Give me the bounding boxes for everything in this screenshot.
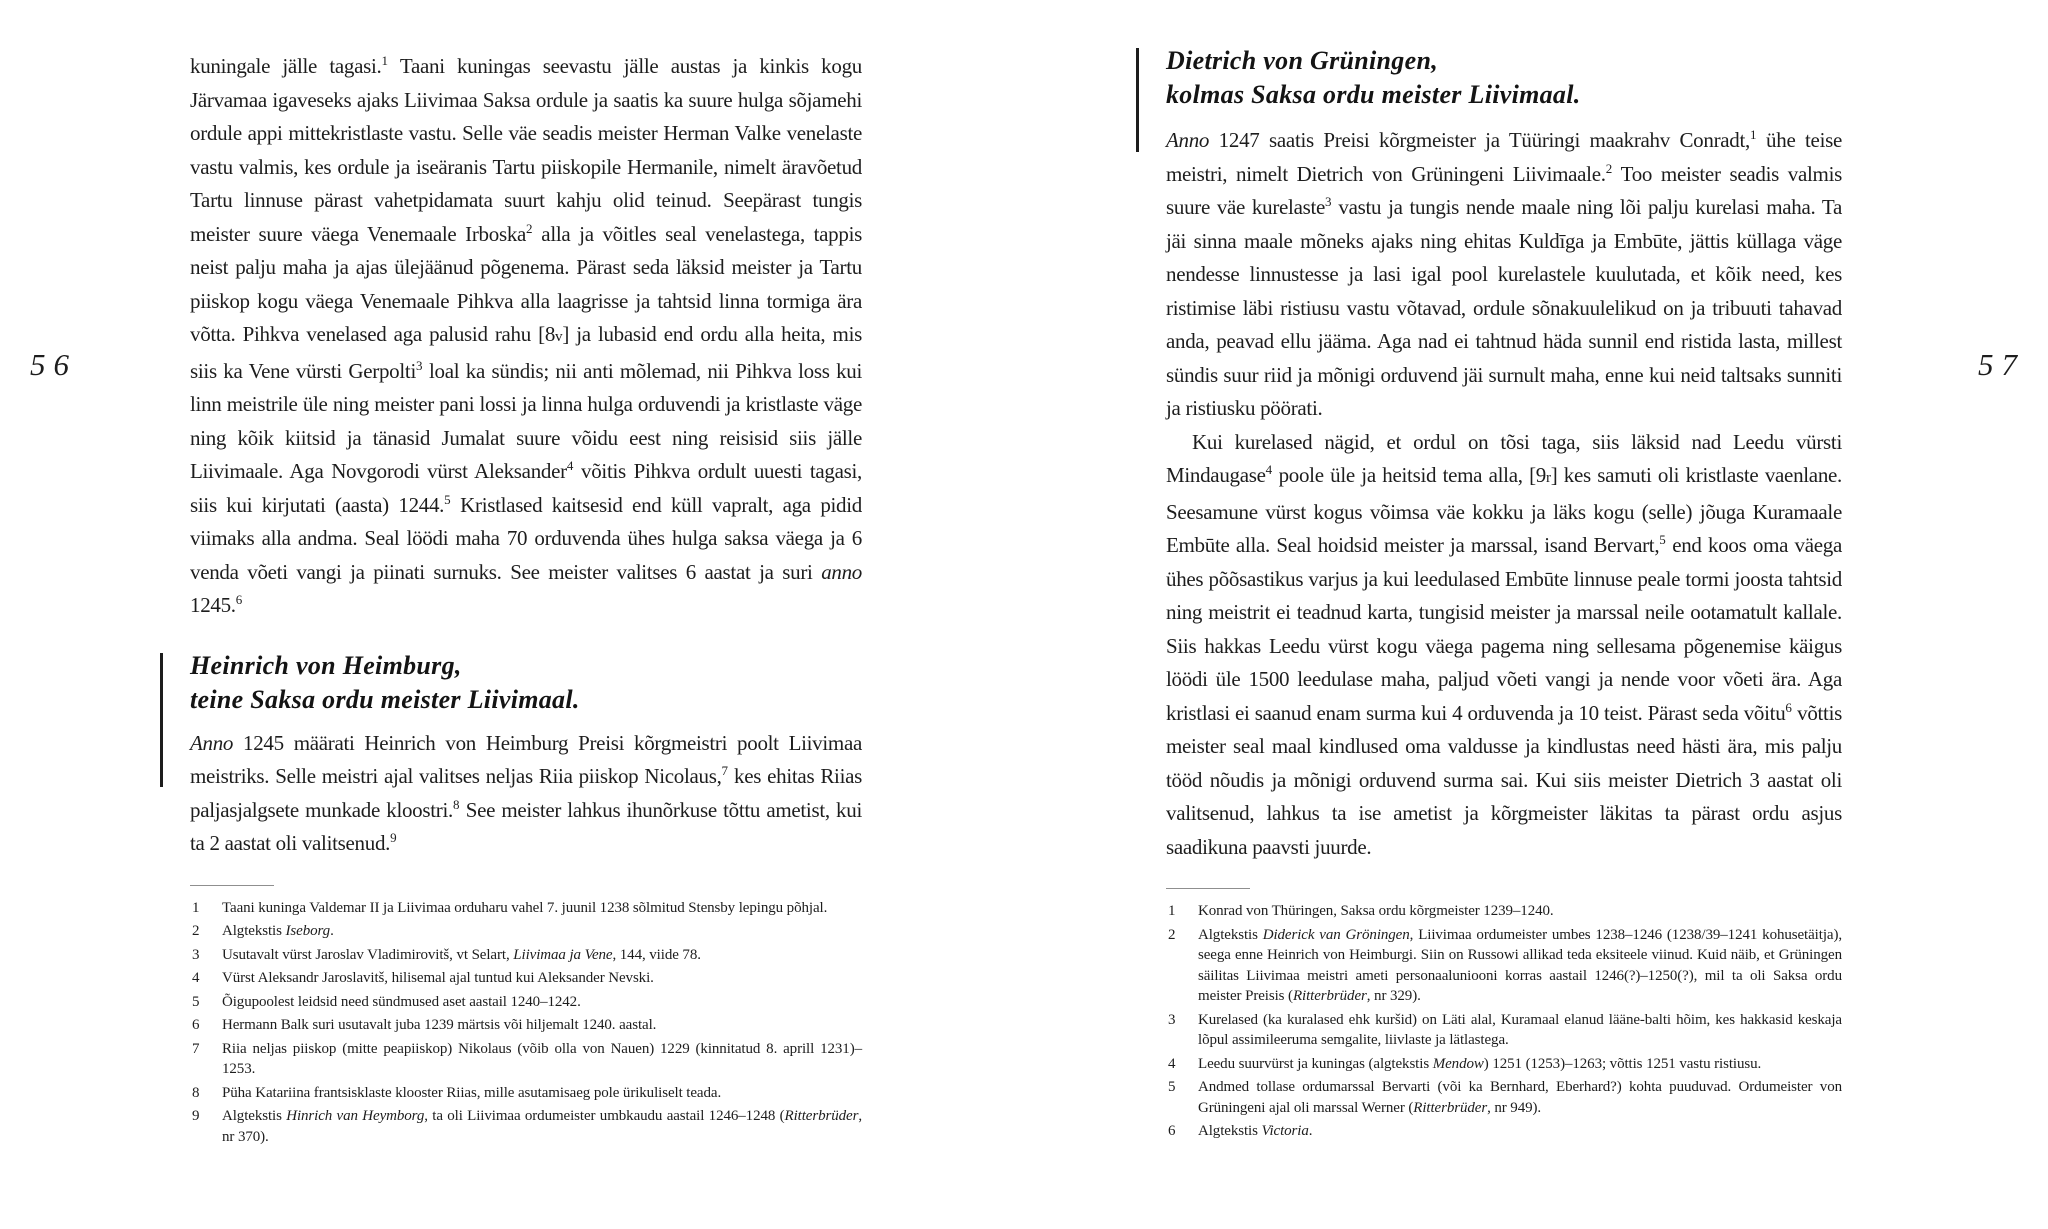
footnote-marker: 2 xyxy=(526,220,533,236)
italic-text: Hinrich van Heymborg xyxy=(286,1108,425,1124)
footnote-text: Algtekstis Diderick van Gröningen, Liivimaa ordumeister umbes 1238–1246 (1238/39–1241 kohusetäitja), seega enne Heinrich von Heimburgi. Siin on Russowi allikad teda eksiteele viinud. Kuid näib, et Grüningen säilitas Liivimaa meistri ameti personaaluniooni korras aastail 1246(?)–1250(?), mil ta oli Saksa ordu meister Preisis (Ritterbrüder, nr 329). xyxy=(1198,926,1842,1004)
footnote-text: Õigupoolest leidsid need sündmused aset aastail 1240–1242. xyxy=(222,993,581,1010)
footnote-text: Riia neljas piiskop (mitte peapiiskop) Nikolaus (võib olla von Nauen) 1229 (kinnitatud 8. aprill 1231)–1253. xyxy=(222,1040,862,1077)
italic-text: anno xyxy=(821,559,862,584)
folio-reference: r xyxy=(1545,470,1551,486)
italic-text: Diderick van Gröningen xyxy=(1262,926,1410,943)
footnote-text: Hermann Balk suri usutavalt juba 1239 märtsis või hiljemalt 1240. aastal. xyxy=(222,1017,657,1033)
footnote-text: Leedu suurvürst ja kuningas (algtekstis Mendow) 1251 (1253)–1263; võttis 1251 vastu ristiusu. xyxy=(1198,1055,1762,1072)
footnote-marker: 6 xyxy=(1785,699,1792,715)
footnote-item xyxy=(1166,925,1842,1007)
footnote-marker: 5 xyxy=(444,491,451,507)
footnote-separator xyxy=(190,885,274,886)
chapter-heading xyxy=(1166,44,1842,112)
page-number-right: 57 xyxy=(1978,347,2025,382)
footnotes-section xyxy=(1166,901,1842,1142)
right-page-column xyxy=(1166,44,1842,1145)
chapter-heading-line: teine Saksa ordu meister Liivimaal. xyxy=(190,684,580,714)
footnote-separator xyxy=(1166,888,1250,889)
italic-text: Iseborg xyxy=(285,923,331,939)
footnote-text: Taani kuninga Valdemar II ja Liivimaa orduharu vahel 7. juunil 1238 sõlmitud Stensby lepingu põhjal. xyxy=(222,899,828,916)
footnote-number: 3 xyxy=(192,946,200,963)
italic-text: Ritterbrüder xyxy=(1413,1099,1488,1116)
footnote-marker: 3 xyxy=(1325,194,1332,209)
footnote-number: 5 xyxy=(192,993,200,1010)
italic-text: Ritterbrüder xyxy=(1292,988,1367,1004)
footnote-item xyxy=(1166,1010,1842,1051)
footnote-number: 4 xyxy=(192,970,200,986)
footnote-marker: 1 xyxy=(1749,127,1757,142)
italic-text: Ritterbrüder xyxy=(784,1108,859,1124)
footnote-item xyxy=(190,945,862,966)
folio-reference: v xyxy=(555,329,563,345)
footnote-number: 7 xyxy=(192,1040,200,1057)
footnote-marker: 8 xyxy=(452,796,460,812)
footnote-number: 8 xyxy=(192,1084,200,1101)
footnote-item xyxy=(1166,1054,1842,1075)
footnote-number: 6 xyxy=(192,1017,200,1033)
footnote-marker: 4 xyxy=(1265,462,1273,477)
italic-text: Anno xyxy=(190,730,234,755)
italic-text: Mendow xyxy=(1432,1055,1484,1072)
footnote-marker: 2 xyxy=(1605,160,1613,176)
footnote-marker: 4 xyxy=(566,458,574,473)
italic-text: Anno xyxy=(1166,128,1210,152)
footnote-item xyxy=(190,1015,862,1036)
footnote-number: 4 xyxy=(1168,1055,1176,1072)
footnote-text: Püha Katariina frantsisklaste klooster Riias, mille asutamisaeg pole ürikuliselt teada. xyxy=(222,1084,722,1101)
footnote-item xyxy=(190,1083,862,1104)
footnote-text: Algtekstis Iseborg. xyxy=(222,923,334,939)
footnote-marker: 9 xyxy=(390,830,397,845)
body-paragraph: Anno 1247 saatis Preisi kõrgmeister ja Tüüringi maakrahv Conradt,$^1$ ühe teise meistri, nimelt Dietrich von Grüningeni Liivimaale.$^2$ Too meister seadis valmis suure väe kurelaste$^3$ vastu ja tungis nende maale ning lõi palju kurelasi maha. Ta jäi sinna maale mõneks ajaks ning ehitas Kuldīga ja Embūte, jättis küllaga väge nendesse linnustesse ja lasi igal pool kurelastele kuulutada, et kõik need, kes ristimise läbi ristiusu vastu võtavad, ordule sõnakuulelikud on ja tribuuti tahavad anda, peavad ellu jääma. Aga nad ei tahtnud häda sunnil end ristida lasta, millest sündis suur riid ja mõnigi orduvend jäi surnult maha, enne kui neid taltsaks sunniti ja ristiusku pöörati. xyxy=(1166,127,1843,420)
footnote-marker: 1 xyxy=(381,53,388,68)
heading-rule xyxy=(1136,48,1139,152)
footnote-item xyxy=(1166,1121,1842,1142)
page-number-left: 56 xyxy=(30,347,77,382)
footnote-number: 5 xyxy=(1168,1079,1176,1095)
footnote-item xyxy=(1166,1077,1842,1118)
italic-text: Liivimaa ja Vene xyxy=(513,946,613,963)
footnote-text: Usutavalt vürst Jaroslav Vladimirovitš, vt Selart, Liivimaa ja Vene, 144, viide 78. xyxy=(222,946,701,963)
footnote-number: 2 xyxy=(1168,926,1176,943)
footnote-number: 6 xyxy=(1168,1123,1176,1139)
footnote-text: Konrad von Thüringen, Saksa ordu kõrgmeister 1239–1240. xyxy=(1198,903,1554,919)
body-paragraph: kuningale jälle tagasi.$^1$ Taani kuningas seevastu jälle austas ja kinkis kogu Järvamaa igaveseks ajaks Liivimaa Saksa ordule ja saatis ka suure hulga sõjamehi ordule appi mittekristlaste vastu. Selle väe seadis meister Herman Valke venelaste vastu valmis, kes ordule ja iseäranis Tartu piiskopile Hermanile, nimelt äravõetud Tartu linnuse pärast vahetpidamata suurt kahju olid teinud. Seepärast tungis meister suure väega Venemaale Irboska$^2$ alla ja võitles seal venelastega, tappis neist palju maha ja ajas ülejäänud põgenema. Pärast seda läksid meister ja Tartu piiskop kogu väega Venemaale Pihkva alla laagrisse ja tahtsid linna tormiga ära võtta. Pihkva venelased aga palusid rahu [8v] ja lubasid end ordu alla heita, mis siis ka Vene vürsti Gerpolti$^3$ loal ka sündis; nii anti mõlemad, nii Pihkva loss kui linn meistrile üle ning meister pani lossi ja linna hulga orduvendi ja kristlaste väge ning kõik kiitsid ja tänasid Jumalat suure võidu eest ning reisisid siis jälle Liivimaale. Aga Novgorodi vürst Aleksander$^4$ võitis Pihkva ordult uuesti tagasi, siis kui kirjutati (aasta) 1244.$^5$ Kristlased kaitsesid end küll vapralt, aga pidid viimaks alla andma. Seal löödi maha 70 orduvenda ühes hulga saksa väega ja 6 venda võeti vangi ja piinati surnuks. See meister valitses 6 aastat ja suri anno 1245.$^6$ xyxy=(190,53,862,617)
footnote-number: 9 xyxy=(192,1108,200,1124)
footnote-text: Andmed tollase ordumarssal Bervarti (või ka Bernhard, Eberhard?) kohta puuduvad. Ordumeister von Grüningeni ajal oli marssal Werner (Ritterbrüder, nr 949). xyxy=(1198,1079,1842,1116)
footnote-text: Kurelased (ka kuralased ehk kuršid) on Läti alal, Kuramaal elanud lääne-balti hõim, kes hakkasid keskaja lõpul assimileeruma semgalite, liivlaste ja lätlastega. xyxy=(1198,1011,1842,1048)
footnote-number: 2 xyxy=(192,923,200,939)
italic-text: Victoria xyxy=(1261,1123,1309,1139)
footnote-marker: 7 xyxy=(721,763,729,778)
footnote-item xyxy=(190,992,862,1013)
footnote-text: Algtekstis Victoria. xyxy=(1198,1123,1313,1139)
footnote-text: Vürst Aleksandr Jaroslavitš, hilisemal ajal tuntud kui Aleksander Nevski. xyxy=(222,970,654,986)
footnote-number: 1 xyxy=(192,899,200,916)
footnote-item xyxy=(190,921,862,942)
footnotes-section xyxy=(190,898,862,1148)
footnote-number: 1 xyxy=(1168,903,1176,919)
footnote-marker: 6 xyxy=(235,592,243,607)
left-page-column xyxy=(190,50,862,1150)
footnote-number: 3 xyxy=(1168,1011,1176,1028)
footnote-item xyxy=(190,968,862,989)
chapter-heading-line: Heinrich von Heimburg, xyxy=(190,650,462,680)
footnote-marker: 3 xyxy=(415,357,423,373)
footnote-item xyxy=(1166,901,1842,922)
chapter-heading-line: Dietrich von Grüningen, xyxy=(1166,46,1439,75)
footnote-text: Algtekstis Hinrich van Heymborg, ta oli Liivimaa ordumeister umbkaudu aastail 1246–1248 (Ritterbrüder, nr 370). xyxy=(222,1108,862,1145)
body-paragraph: Kui kurelased nägid, et ordul on tõsi taga, siis läksid nad Leedu vürsti Mindaugase$^4$ poole üle ja heitsid tema alla, [9r] kes samuti oli kristlaste vaenlane. Seesamune vürst kogus võimsa väe kokku ja läks kogu (selle) jõuga Kuramaale Embūte alla. Seal hoidsid meister ja marssal, isand Bervart,$^5$ end koos oma väega ühes põõsastikus varjus ja kui leedulased Embūte linnuse peale tormi joosta tahtsid ning meistrit ei teadnud karta, tungisid meister ja marssal neile ootamatult kallale. Siis hakkas Leedu vürst kogu väega pagema ning sellesama põgenemise käigus löödi üle 1500 leedulase maha, paljud võeti vangi ja nende voor võeti ära. Aga kristlasi ei saanud enam surma kui 4 orduvenda ja 10 teist. Pärast seda võitu$^6$ võttis meister seal maal kindlused oma valdusse ja kindlustas need hästi ära, mis palju tööd nõudis ja mõnigi orduvend surma sai. Kui siis meister Dietrich 3 aastat oli valitsenud, lahkus ta ise ametist ja kõrgmeister läkitas ta pärast ordu asjus saadikuna paavsti juurde. xyxy=(1166,429,1843,859)
body-paragraph: Anno 1245 määrati Heinrich von Heimburg Preisi kõrgmeistri poolt Liivimaa meistriks. Selle meistri ajal valitses neljas Riia piiskop Nicolaus,$^7$ kes ehitas Riias paljasjalgsete munkade kloostri.$^8$ See meister lahkus ihunõrkuse tõttu ametist, kui ta 2 aastat oli valitsenud.$^9$ xyxy=(190,730,862,855)
heading-rule xyxy=(160,653,163,787)
footnote-item xyxy=(190,1106,862,1147)
chapter-heading-line: kolmas Saksa ordu meister Liivimaal. xyxy=(1166,80,1581,109)
footnote-marker: 5 xyxy=(1659,532,1666,547)
footnote-item xyxy=(190,898,862,919)
footnote-item xyxy=(190,1039,862,1080)
chapter-heading xyxy=(190,649,862,717)
